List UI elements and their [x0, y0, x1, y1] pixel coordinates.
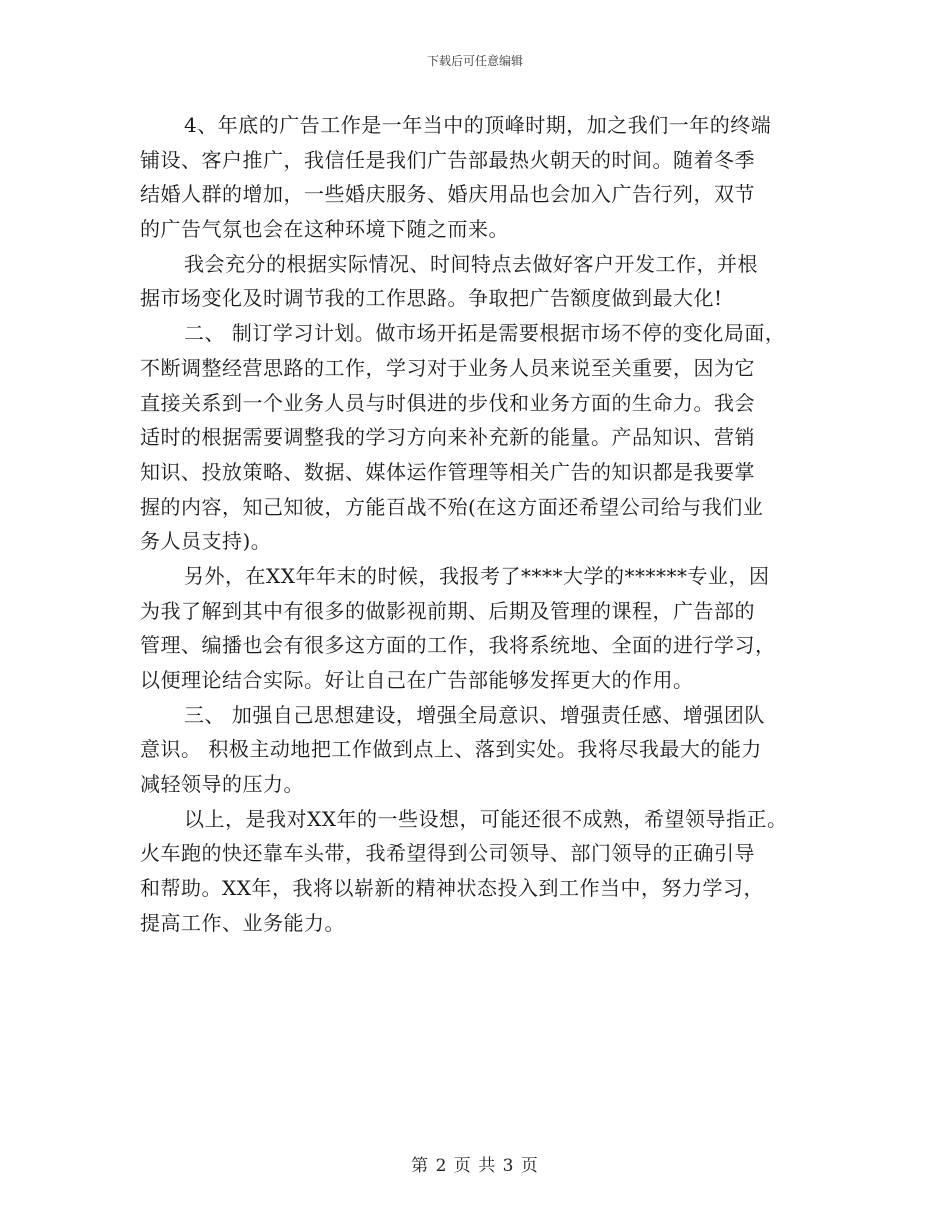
paragraph-study-plan: [140, 316, 820, 559]
text-line: 三、 加强自己思想建设，增强全局意识、增强责任感、增强团队: [184, 702, 765, 727]
paragraph-client-development: [140, 247, 820, 316]
text-line: 适时的根据需要调整我的学习方向来补充新的能量。产品知识、营销: [140, 425, 755, 450]
text-line: 据市场变化及时调节我的工作思路。争取把广告额度做到最大化!: [140, 286, 723, 311]
text-line: 管理、编播也会有很多这方面的工作，我将系统地、全面的进行学习，: [140, 633, 776, 658]
document-body: [140, 108, 820, 941]
page-header: 下载后可任意编辑: [426, 54, 523, 68]
text-line: 结婚人群的增加，一些婚庆服务、婚庆用品也会加入广告行列，双节: [140, 182, 755, 207]
text-line: 火车跑的快还靠车头带，我希望得到公司领导、部门领导的正确引导: [140, 841, 755, 866]
paragraph-year-end-advertising: [140, 108, 820, 247]
text-line: 为我了解到其中有很多的做影视前期、后期及管理的课程，广告部的: [140, 598, 755, 623]
text-line: 减轻领导的压力。: [140, 772, 304, 797]
paragraph-conclusion: [140, 802, 820, 941]
text-line: 二、 制订学习计划。做市场开拓是需要根据市场不停的变化局面，: [184, 321, 786, 346]
text-line: 提高工作、业务能力。: [140, 910, 345, 935]
text-line: 握的内容，知己知彼，方能百战不殆(在这方面还希望公司给与我们业: [140, 494, 764, 519]
text-line: 知识、投放策略、数据、媒体运作管理等相关广告的知识都是我要掌: [140, 459, 755, 484]
text-line: 不断调整经营思路的工作，学习对于业务人员来说至关重要，因为它: [140, 355, 755, 380]
text-line: 直接关系到一个业务人员与时俱进的步伐和业务方面的生命力。我会: [140, 390, 755, 415]
paragraph-university-study: [140, 559, 820, 698]
text-line: 的广告气氛也会在这种环境下随之而来。: [140, 217, 509, 242]
page-number: 第 2 页 共 3 页: [411, 1156, 539, 1176]
text-line: 务人员支持)。: [140, 529, 272, 554]
text-line: 4、年底的广告工作是一年当中的顶峰时期，加之我们一年的终端: [184, 113, 772, 137]
text-line: 和帮助。XX年，我将以崭新的精神状态投入到工作当中，努力学习，: [140, 876, 764, 901]
text-line: 另外，在XX年年末的时候，我报考了****大学的******专业，因: [184, 563, 770, 588]
text-line: 我会充分的根据实际情况、时间特点去做好客户开发工作，并根: [184, 251, 758, 276]
paragraph-ideological-building: [140, 698, 820, 802]
text-line: 以上，是我对XX年的一些设想，可能还很不成熟，希望领导指正。: [184, 806, 788, 831]
text-line: 以便理论结合实际。好让自己在广告部能够发挥更大的作用。: [140, 668, 694, 692]
text-line: 铺设、客户推广，我信任是我们广告部最热火朝天的时间。随着冬季: [140, 147, 755, 172]
text-line: 意识。 积极主动地把工作做到点上、落到实处。我将尽我最大的能力: [140, 737, 762, 762]
